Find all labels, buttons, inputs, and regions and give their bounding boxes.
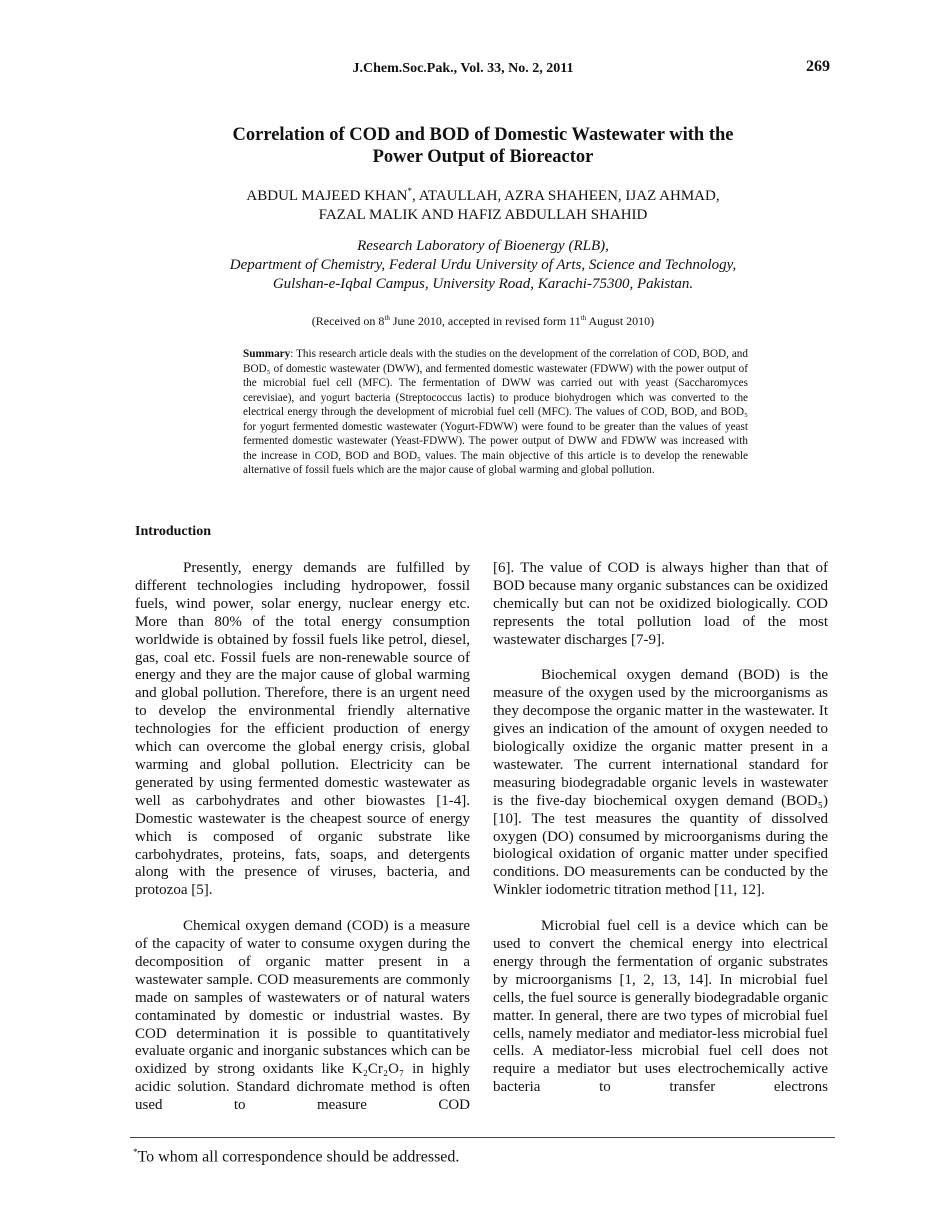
- article-title: [180, 124, 786, 168]
- footnote-mark: *: [407, 186, 413, 196]
- summary-text: : This research article deals with the studies on the development of the correlation of COD, BOD, and BOD₅ of domestic wastewater (DWW), and fermented domestic wastewater (FDWW) with the power output of the microbial fuel cell (MFC). The fermentation of DWW was carried out with yeast (Saccharomyces cerevisiae), and yogurt bacteria (Streptococcus lactis) to produce biohydrogen which was converted to the electrical energy through the development of microbial fuel cell (MFC). The values of COD, BOD, and BOD₅ for yogurt fermented domestic wastewater (Yogurt-FDWW) were found to be greater than the values of yeast fermented domestic wastewater (Yeast-FDWW). The power output of DWW and FDWW was increased with the increase in COD, BOD and BOD₅ values. The main objective of this article is to develop the renewable alternative of fossil fuels which are the major cause of global warming and global pollution.: [243, 348, 748, 476]
- affiliation-line: Gulshan-e-Iqbal Campus, University Road, Karachi-75300, Pakistan.: [272, 276, 694, 292]
- received-dates: [180, 314, 786, 329]
- footnote-mark: *: [133, 1147, 138, 1157]
- author-line: [180, 182, 786, 206]
- paragraph: Presently, energy demands are fulfilled by different technologies including hydropower, fossil fuels, wind power, solar energy, nuclear energy etc. More than 80% of the total energy consumption worldwide is obtained by fossil fuels like petrol, diesel, gas, coal etc. Fossil fuels are non-renewable source of energy and they are the major cause of global warming and global pollution. Therefore, there is an urgent need to develop the environmental friendly alternative technologies for the efficient production of energy which can overcome the global energy crisis, global warming and global pollution. Electricity can be generated by using fermented domestic wastewater as well as carbohydrates and other biowastes [1-4]. Domestic wastewater is the cheapest source of energy which is composed of organic substrate like carbohydrates, proteins, fats, soaps, and detergents along with the presence of viruses, bacteria, and protozoa [5].: [135, 560, 470, 899]
- footnote: [133, 1147, 459, 1166]
- section-heading-introduction: Introduction: [135, 524, 211, 539]
- journal-header: J.Chem.Soc.Pak., Vol. 33, No. 2, 2011: [352, 61, 574, 76]
- affiliation: [180, 237, 786, 294]
- received-text: August 2010): [586, 314, 655, 328]
- ordinal-suffix: th: [580, 314, 587, 322]
- footnote-text: To whom all correspondence should be addressed.: [137, 1148, 460, 1166]
- received-text: June 2010, accepted in revised form 11: [389, 314, 581, 328]
- affiliation-line: Department of Chemistry, Federal Urdu University of Arts, Science and Technology,: [229, 257, 737, 273]
- author-line: FAZAL MALIK AND HAFIZ ABDULLAH SHAHID: [318, 207, 648, 223]
- left-column: [135, 560, 470, 1115]
- page-number: 269: [806, 58, 830, 75]
- footnote-divider: [130, 1137, 835, 1138]
- corresponding-author: ABDUL MAJEED KHAN: [246, 188, 408, 204]
- summary-abstract: [243, 347, 748, 478]
- received-text: (Received on 8: [311, 314, 385, 328]
- title-line: Power Output of Bioreactor: [372, 147, 594, 167]
- author-names: , ATAULLAH, AZRA SHAHEEN, IJAZ AHMAD,: [412, 188, 720, 204]
- paragraph: [6]. The value of COD is always higher than that of BOD because many organic substances can be oxidized chemically but can not be oxidized biologically. COD represents the total pollution load of the most wastewater discharges [7-9].: [493, 560, 828, 648]
- ordinal-suffix: th: [384, 314, 390, 322]
- author-list: [180, 182, 786, 225]
- affiliation-line: Research Laboratory of Bioenergy (RLB),: [357, 238, 609, 254]
- paragraph: Microbial fuel cell is a device which can be used to convert the chemical energy into electrical energy through the fermentation of organic substrates by microorganisms [1, 2, 13, 14]. In microbial fuel cells, the fuel source is generally biodegradable organic matter. In general, there are two types of microbial fuel cells, namely mediator and mediator-less microbial fuel cells. A mediator-less microbial fuel cell does not require a mediator but uses electrochemically active bacteria to transfer electrons: [493, 918, 828, 1096]
- summary-label: Summary: [243, 348, 291, 360]
- right-column: [493, 560, 828, 1097]
- paragraph: Chemical oxygen demand (COD) is a measure of the capacity of water to consume oxygen during the decomposition of organic matter present in a wastewater sample. COD measurements are commonly made on samples of wastewaters or of natural waters contaminated by domestic or industrial wastes. By COD determination it is possible to quantitatively evaluate organic and inorganic substances which can be oxidized by strong oxidants like K₂Cr₂O₇ in highly acidic solution. Standard dichromate method is often used to measure COD: [135, 918, 470, 1114]
- title-line: Correlation of COD and BOD of Domestic Wastewater with the: [232, 125, 734, 145]
- paragraph: Biochemical oxygen demand (BOD) is the measure of the oxygen used by the microorganisms as they decompose the organic matter in the wastewater. It gives an indication of the amount of oxygen needed to biologically oxidize the organic matter present in a wastewater. The current international standard for measuring biodegradable organic levels in wastewater is the five-day biochemical oxygen demand (BOD₅) [10]. The test measures the quantity of dissolved oxygen (DO) consumed by microorganisms during the biological oxidation of organic matter under specified conditions. DO measurements can be conducted by the Winkler iodometric titration method [11, 12].: [493, 667, 828, 899]
